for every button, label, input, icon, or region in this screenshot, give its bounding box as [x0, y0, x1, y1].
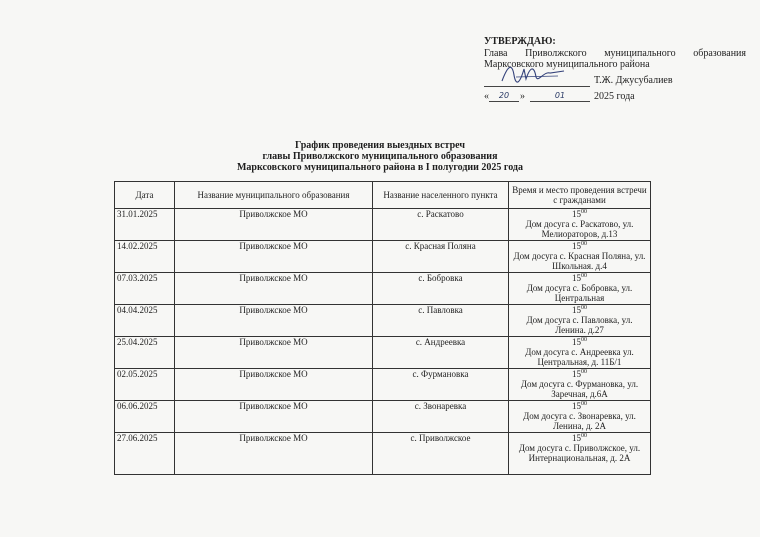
- meeting-place: Дом досуга с. Звонаревка, ул. Ленина, д. 2А: [523, 411, 636, 431]
- time-minutes: 00: [581, 305, 587, 311]
- table-row: [115, 401, 651, 433]
- approval-block: [484, 36, 746, 103]
- time-hour: 15: [572, 209, 581, 219]
- meeting-place: Дом досуга с. Приволжское, ул. Интернациональная, д. 2А: [518, 443, 641, 463]
- meeting-place: Дом досуга с. Красная Поляна, ул. Школьная. д.4: [513, 251, 646, 271]
- title-line-1: График проведения выездных встреч: [295, 140, 465, 151]
- cell-municipality: Приволжское МО: [175, 305, 373, 337]
- approval-date: [484, 91, 746, 103]
- date-month: 01: [530, 90, 590, 102]
- header-time-place: Время и место проведения встречи с гражданами: [509, 182, 651, 209]
- cell-time-place: [509, 241, 651, 273]
- approval-heading: УТВЕРЖДАЮ:: [484, 36, 556, 47]
- cell-municipality: Приволжское МО: [175, 433, 373, 475]
- cell-time-place: [509, 401, 651, 433]
- table-header-row: [115, 182, 651, 209]
- meeting-place: Дом досуга с. Андреевка ул. Центральная, д. 11Б/1: [525, 347, 634, 367]
- header-settlement: Название населенного пункта: [373, 182, 509, 209]
- cell-municipality: Приволжское МО: [175, 241, 373, 273]
- meeting-place: Дом досуга с. Бобровка, ул. Центральная: [526, 283, 633, 303]
- time-minutes: 00: [581, 433, 587, 439]
- table-row: [115, 337, 651, 369]
- cell-date: 27.06.2025: [115, 433, 175, 475]
- cell-municipality: Приволжское МО: [175, 209, 373, 241]
- cell-settlement: с. Андреевка: [373, 337, 509, 369]
- cell-date: 31.01.2025: [115, 209, 175, 241]
- cell-municipality: Приволжское МО: [175, 273, 373, 305]
- cell-settlement: с. Павловка: [373, 305, 509, 337]
- time-hour: 15: [572, 241, 581, 251]
- title-line-3: Марксовского муниципального района в I полугодии 2025 года: [236, 162, 523, 173]
- cell-time-place: [509, 337, 651, 369]
- date-close-quote: »: [520, 90, 525, 102]
- cell-date: 25.04.2025: [115, 337, 175, 369]
- time-hour: 15: [572, 305, 581, 315]
- meeting-place: Дом досуга с. Раскатово, ул. Мелиораторов, д.13: [525, 219, 634, 239]
- time-minutes: 00: [581, 369, 587, 375]
- cell-municipality: Приволжское МО: [175, 369, 373, 401]
- cell-time-place: [509, 209, 651, 241]
- cell-settlement: с. Красная Поляна: [373, 241, 509, 273]
- cell-settlement: с. Звонаревка: [373, 401, 509, 433]
- header-municipality: Название муниципального образования: [175, 182, 373, 209]
- signer-name: Т.Ж. Джусубалиев: [594, 74, 673, 86]
- cell-settlement: с. Приволжское: [373, 433, 509, 475]
- time-minutes: 00: [581, 209, 587, 215]
- cell-date: 02.05.2025: [115, 369, 175, 401]
- time-hour: 15: [572, 433, 581, 443]
- cell-date: 14.02.2025: [115, 241, 175, 273]
- time-hour: 15: [572, 369, 581, 379]
- time-minutes: 00: [581, 337, 587, 343]
- schedule-table: [114, 181, 651, 475]
- meeting-place: Дом досуга с. Павловка, ул. Ленина. д.27: [526, 315, 633, 335]
- date-day: 20: [489, 90, 519, 102]
- title-line-2: главы Приволжского муниципального образования: [262, 151, 498, 162]
- table-row: [115, 209, 651, 241]
- table-row: [115, 241, 651, 273]
- time-minutes: 00: [581, 273, 587, 279]
- date-open-quote: «: [484, 90, 489, 102]
- table-row: [115, 433, 651, 475]
- cell-date: 06.06.2025: [115, 401, 175, 433]
- approval-line-1: Глава Приволжского муниципального образования: [484, 47, 746, 59]
- time-minutes: 00: [581, 241, 587, 247]
- cell-municipality: Приволжское МО: [175, 401, 373, 433]
- cell-municipality: Приволжское МО: [175, 337, 373, 369]
- date-year: 2025 года: [594, 90, 635, 102]
- time-hour: 15: [572, 273, 581, 283]
- cell-settlement: с. Фурмановка: [373, 369, 509, 401]
- time-hour: 15: [572, 401, 581, 411]
- cell-time-place: [509, 369, 651, 401]
- cell-time-place: [509, 433, 651, 475]
- document-title: [100, 140, 660, 173]
- meeting-place: Дом досуга с. Фурмановка, ул. Заречная, д.6А: [520, 379, 639, 399]
- cell-settlement: с. Раскатово: [373, 209, 509, 241]
- cell-settlement: с. Бобровка: [373, 273, 509, 305]
- header-date: Дата: [115, 182, 175, 209]
- time-hour: 15: [572, 337, 581, 347]
- cell-time-place: [509, 305, 651, 337]
- cell-time-place: [509, 273, 651, 305]
- table-row: [115, 273, 651, 305]
- approval-line-2: Марксовского муниципального района: [484, 59, 650, 70]
- cell-date: 07.03.2025: [115, 273, 175, 305]
- time-minutes: 00: [581, 401, 587, 407]
- cell-date: 04.04.2025: [115, 305, 175, 337]
- signature-line: [484, 75, 746, 89]
- table-row: [115, 369, 651, 401]
- table-row: [115, 305, 651, 337]
- handwritten-signature-icon: [498, 61, 568, 87]
